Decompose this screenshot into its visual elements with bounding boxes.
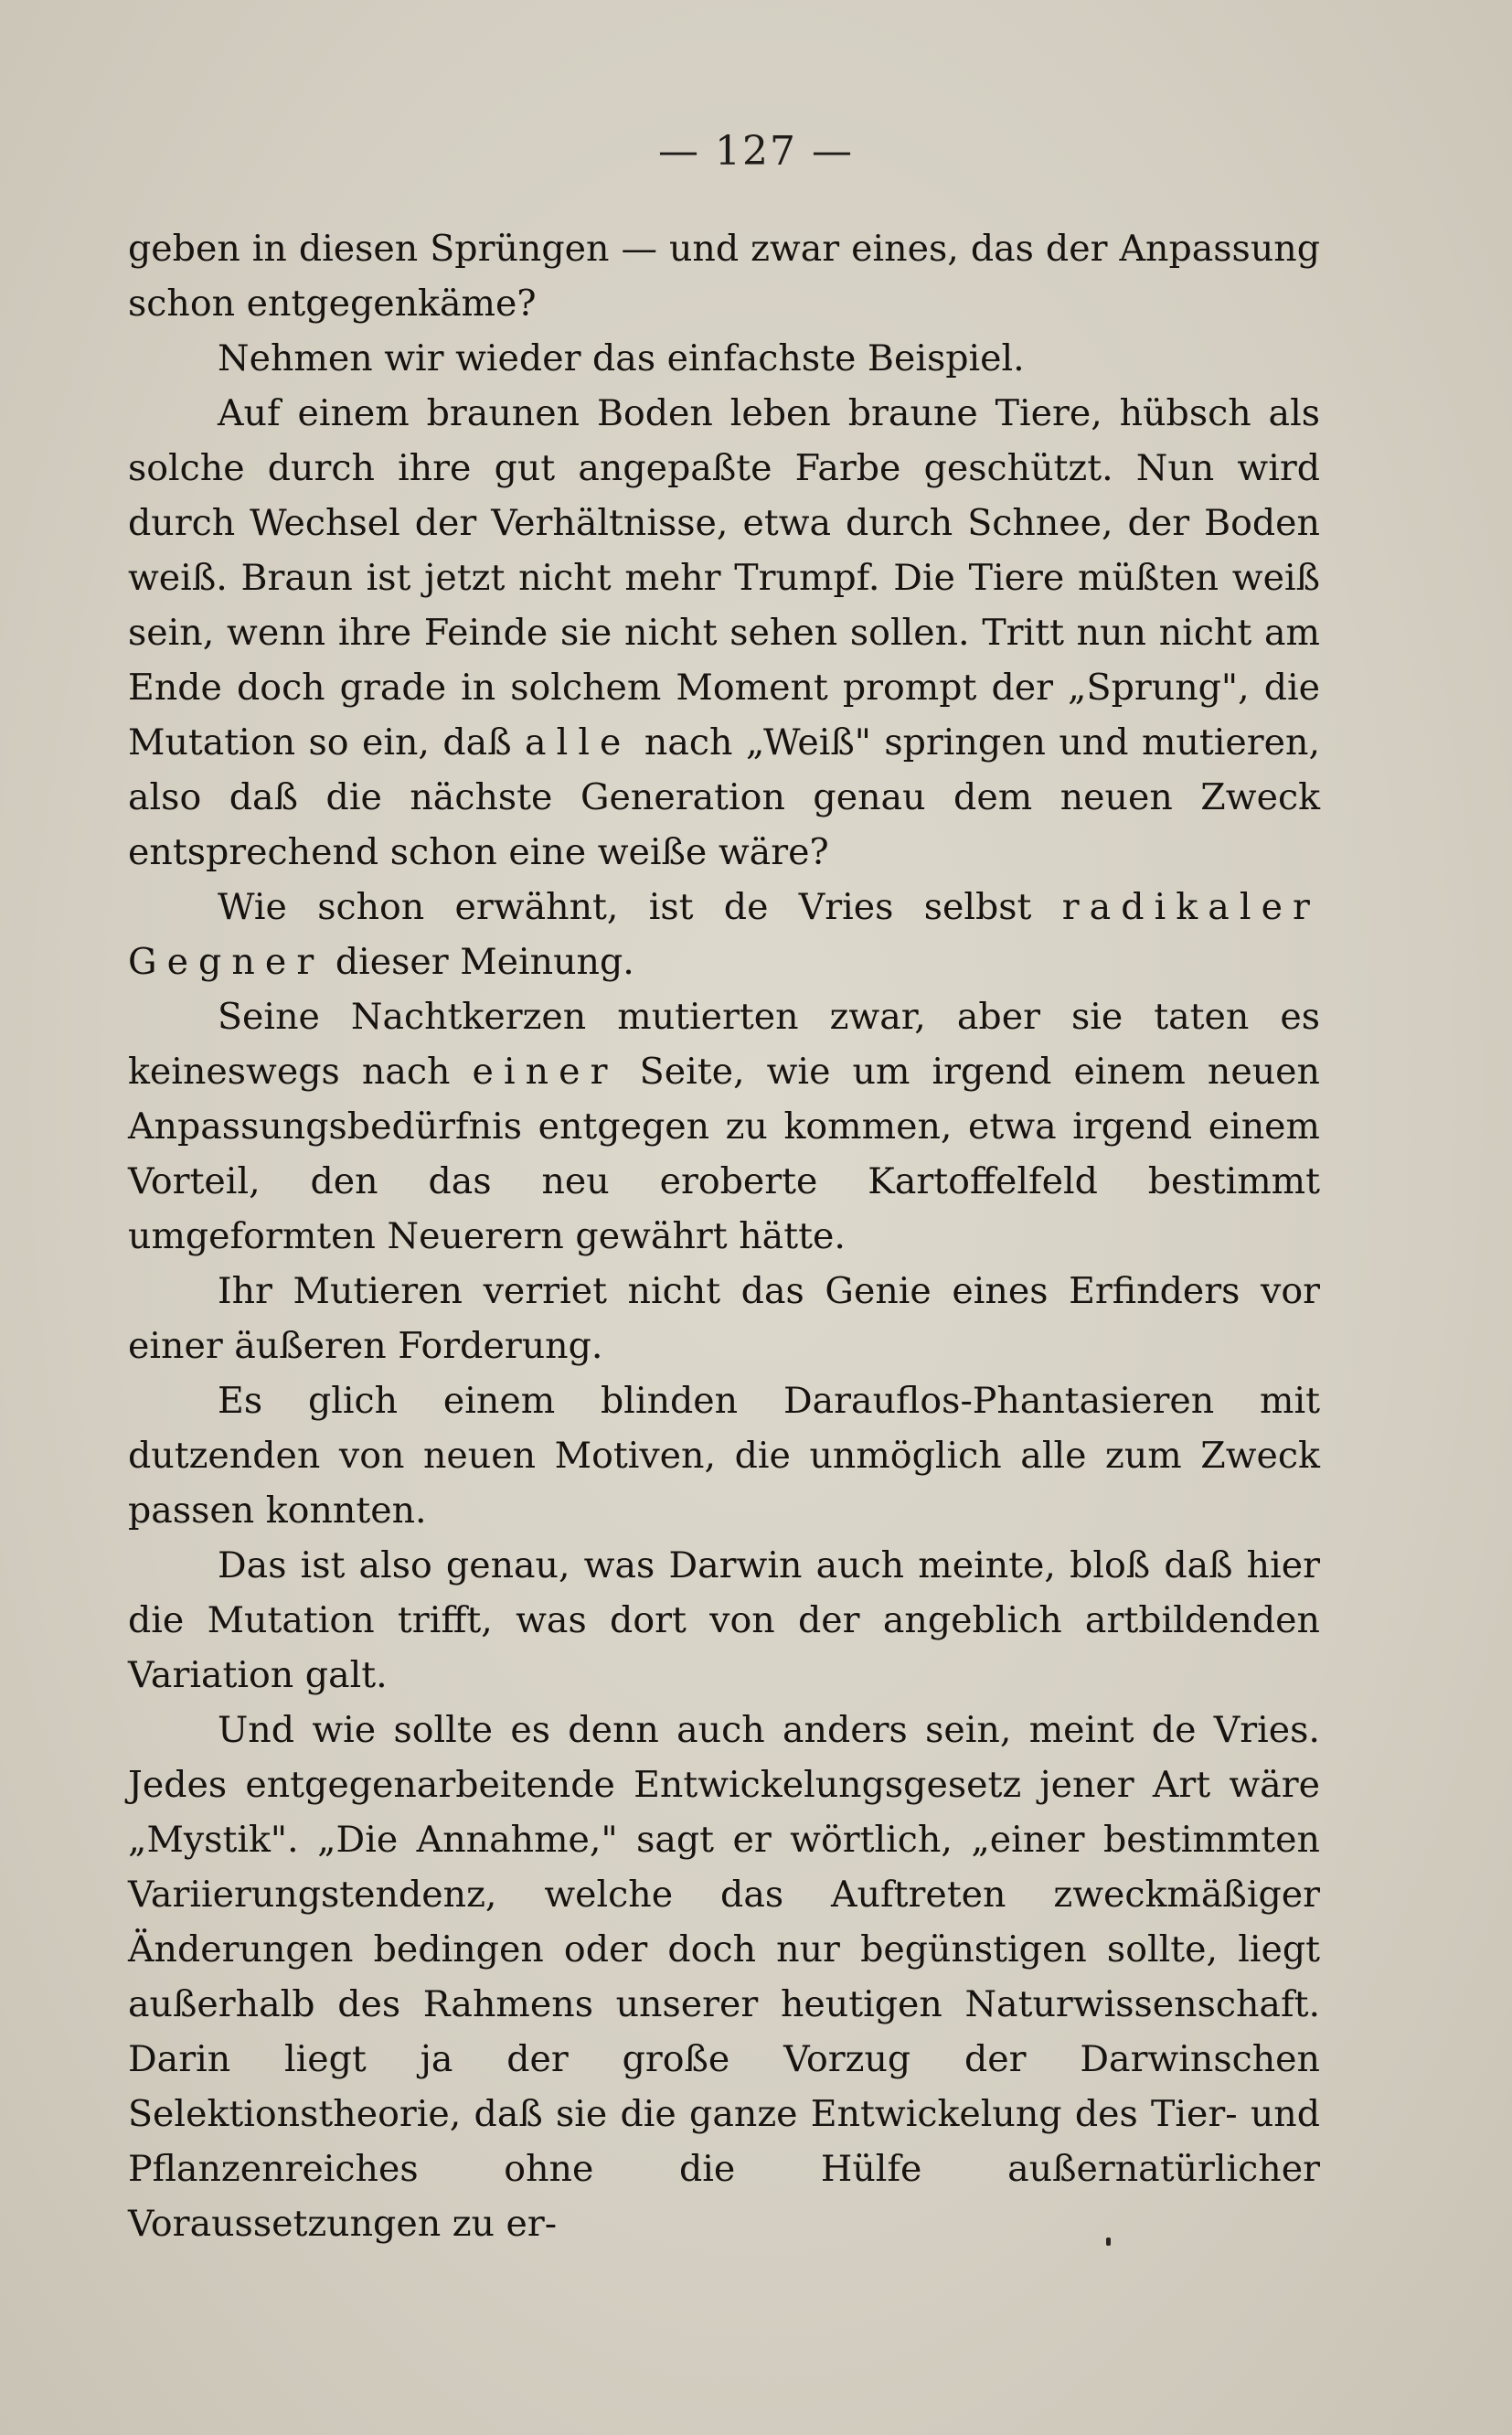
paragraph-1: geben in diesen Sprüngen — und zwar eines, das der Anpassung schon entgegenkäme? [128,228,1320,325]
page-number: — 127 — [658,128,854,175]
emphasis-spaced: radikaler Gegner [128,886,1320,983]
print-speck [1106,2237,1111,2246]
emphasis-spaced: einer [472,1051,618,1093]
emphasis-spaced: alle [525,721,632,764]
paragraph-3: Auf einem braunen Boden leben braune Tiere, hübsch als solche durch ihre gut angepaßte Farbe geschützt. Nun wird durch Wechsel der Verhältnisse, etwa durch Schnee, der Boden weiß. Braun ist jetzt nicht mehr Trumpf. Die Tiere müßten weiß sein, wenn ihre Feinde sie nicht sehen sollen. Tritt nun nicht am Ende doch grade in solchem Moment prompt der „Sprung", die Mutation so ein, daß alle nach „Weiß" springen und mutieren, also daß die nächste Generation genau dem neuen Zweck entsprechend schon eine weiße wäre? [128,392,1320,873]
body-text [128,221,1320,2251]
paragraph-6: Ihr Mutieren verriet nicht das Genie eines Erfinders vor einer äußeren Forderung. [128,1270,1320,1367]
paragraph-7: Es glich einem blinden Darauflos-Phantasieren mit dutzenden von neuen Motiven, die unmöglich alle zum Zweck passen konnten. [128,1380,1320,1532]
paragraph-2: Nehmen wir wieder das einfachste Beispiel. [218,337,1025,379]
paragraph-8: Das ist also genau, was Darwin auch meinte, bloß daß hier die Mutation trifft, was dort von der angeblich artbildenden Variation galt. [128,1544,1320,1696]
paragraph-9: Und wie sollte es denn auch anders sein, meint de Vries. Jedes entgegenarbeitende Entwickelungsgesetz jener Art wäre „Mystik". „Die Annahme," sagt er wörtlich, „einer bestimmten Variierungstendenz, welche das Auftreten zweckmäßiger Änderungen bedingen oder doch nur begünstigen sollte, liegt außerhalb des Rahmens unserer heutigen Naturwissenschaft. Darin liegt ja der große Vorzug der Darwinschen Selektionstheorie, daß sie die ganze Entwickelung des Tier- und Pflanzenreiches ohne die Hülfe außernatürlicher Voraussetzungen zu er- [128,1709,1320,2245]
paragraph-5: Seine Nachtkerzen mutierten zwar, aber sie taten es keineswegs nach einer Seite, wie um irgend einem neuen Anpassungsbedürfnis entgegen zu kommen, etwa irgend einem Vorteil, den das neu eroberte Kartoffelfeld bestimmt umgeformten Neuerern gewährt hätte. [128,996,1320,1257]
paragraph-4: Wie schon erwähnt, ist de Vries selbst radikaler Gegner dieser Meinung. [128,886,1320,983]
